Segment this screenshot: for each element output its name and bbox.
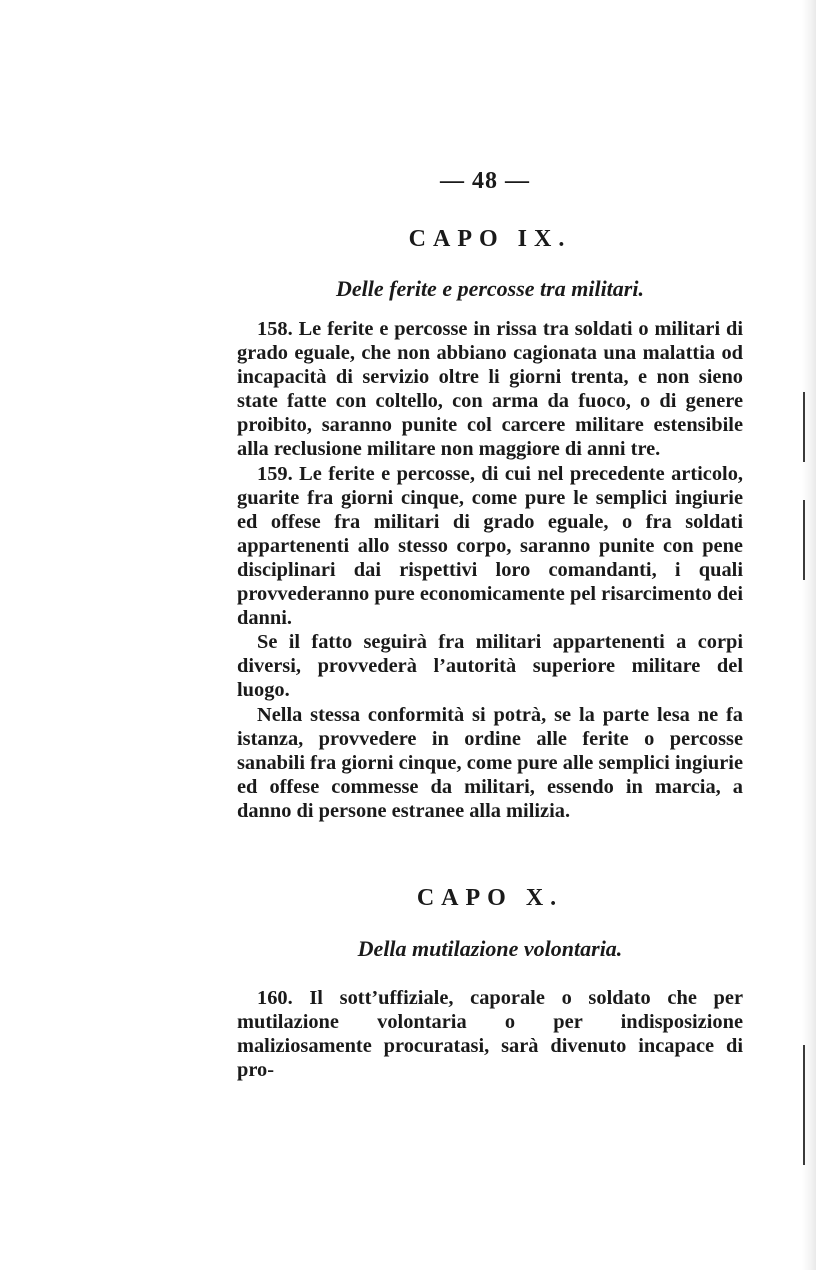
chapter-x-body: [237, 986, 743, 1082]
paragraph: Nella stessa conformità si potrà, se la parte lesa ne fa istanza, provvedere in ordine alle ferite o percosse sanabili fra giorni cinque, come pure alle semplici ingiurie ed offese commesse da militari, essendo in marcia, a danno di persone estranee alla milizia.: [237, 703, 743, 822]
chapter-subtitle-ix: Delle ferite e percosse tra militari.: [336, 276, 644, 301]
paragraph: Se il fatto seguirà fra militari appartenenti a corpi diversi, provvederà l’autorità superiore militare del luogo.: [237, 631, 743, 702]
page-edge-mark: [803, 1045, 805, 1165]
article-text: Il sott’uffiziale, caporale o soldato che per mutilazione volontaria o per indisposizione maliziosamente procuratasi, sarà divenuto incapace di pro-: [237, 987, 743, 1082]
article-158: [237, 317, 743, 462]
page-edge-mark: [803, 500, 805, 580]
article-number: 159.: [257, 462, 293, 485]
article-text: Le ferite e percosse, di cui nel precedente articolo, guarite fra giorni cinque, come pure le semplici ingiurie ed offese fra militari di grado eguale, o fra soldati appartenenti allo stesso corpo, saranno punite con pene disciplinari dai rispettivi loro comandanti, i quali provvederanno pure economicamente pel risarcimento dei danni.: [237, 462, 743, 630]
chapter-heading-ix: CAPO IX.: [408, 226, 572, 252]
chapter-subtitle-x: Della mutilazione volontaria.: [357, 936, 623, 961]
page-edge-mark: [803, 392, 805, 462]
article-159: [237, 462, 743, 631]
chapter-heading-x: CAPO X.: [416, 885, 564, 911]
chapter-ix-body: [237, 317, 743, 823]
article-160: [237, 986, 743, 1082]
article-number: 160.: [257, 987, 293, 1009]
article-number: 158.: [257, 318, 293, 340]
article-text: Le ferite e percosse in rissa tra soldati o militari di grado eguale, che non abbiano cagionata una malattia od incapacità di servizio oltre li giorni trenta, e non sieno state fatte con coltello, con arma da fuoco, o di genere proibito, saranno punite col carcere militare estensibile alla reclusione militare non maggiore di anni tre.: [237, 318, 743, 461]
page-number: — 48 —: [440, 168, 530, 194]
